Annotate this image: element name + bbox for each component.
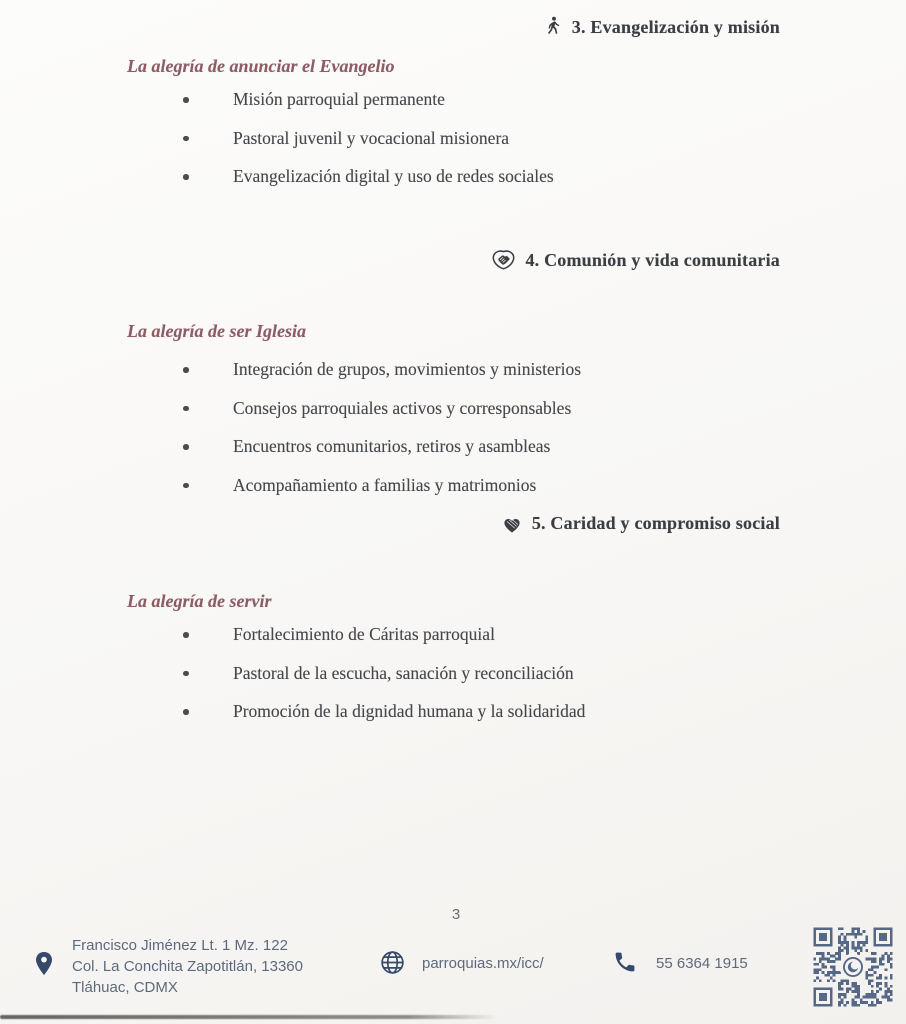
section-heading-label: 4. Comunión y vida comunitaria bbox=[525, 249, 780, 270]
bullet-list-evangelizacion bbox=[182, 91, 554, 207]
list-item: Integración de grupos, movimientos y ministerios bbox=[182, 361, 581, 378]
section-heading-label: 3. Evangelización y misión bbox=[571, 16, 780, 37]
address-line: Tláhuac, CDMX bbox=[72, 979, 178, 996]
bullet-list-caridad bbox=[182, 626, 585, 742]
page-number: 3 bbox=[451, 906, 461, 923]
phone-number: 55 6364 1915 bbox=[656, 955, 748, 972]
section-heading-label: 5. Caridad y compromiso social bbox=[531, 513, 780, 533]
list-item: Fortalecimiento de Cáritas parroquial bbox=[182, 626, 585, 643]
address-line: Col. La Conchita Zapotitlán, 13360 bbox=[72, 958, 303, 975]
list-item: Pastoral juvenil y vocacional misionera bbox=[182, 130, 554, 147]
subheading-anunciar-evangelio: La alegría de anunciar el Evangelio bbox=[127, 56, 395, 76]
address-block bbox=[72, 935, 303, 998]
subheading-servir: La alegría de servir bbox=[127, 591, 272, 611]
list-item: Consejos parroquiales activos y corresponsables bbox=[182, 400, 581, 417]
qr-code bbox=[812, 926, 894, 1008]
list-item: Encuentros comunitarios, retiros y asambleas bbox=[182, 438, 581, 455]
list-item: Acompañamiento a familias y matrimonios bbox=[182, 477, 581, 494]
list-item: Promoción de la dignidad humana y la solidaridad bbox=[182, 703, 585, 720]
section-heading-comunion bbox=[491, 249, 780, 271]
section-heading-caridad bbox=[501, 513, 780, 534]
address-line: Francisco Jiménez Lt. 1 Mz. 122 bbox=[72, 937, 288, 954]
walking-person-icon bbox=[544, 16, 563, 38]
section-heading-evangelizacion bbox=[544, 16, 780, 38]
globe-icon bbox=[379, 949, 406, 981]
heart-icon bbox=[501, 514, 523, 534]
website-url: parroquias.mx/icc/ bbox=[422, 955, 544, 972]
subheading-ser-iglesia: La alegría de ser Iglesia bbox=[127, 321, 306, 341]
paper-edge-shadow bbox=[0, 1015, 498, 1019]
location-pin-icon bbox=[33, 950, 55, 982]
list-item: Misión parroquial permanente bbox=[182, 91, 554, 108]
list-item: Pastoral de la escucha, sanación y reconciliación bbox=[182, 665, 585, 682]
list-item: Evangelización digital y uso de redes sociales bbox=[182, 168, 554, 185]
handshake-icon bbox=[491, 249, 516, 271]
phone-icon bbox=[613, 950, 637, 979]
bullet-list-comunion bbox=[182, 361, 581, 515]
